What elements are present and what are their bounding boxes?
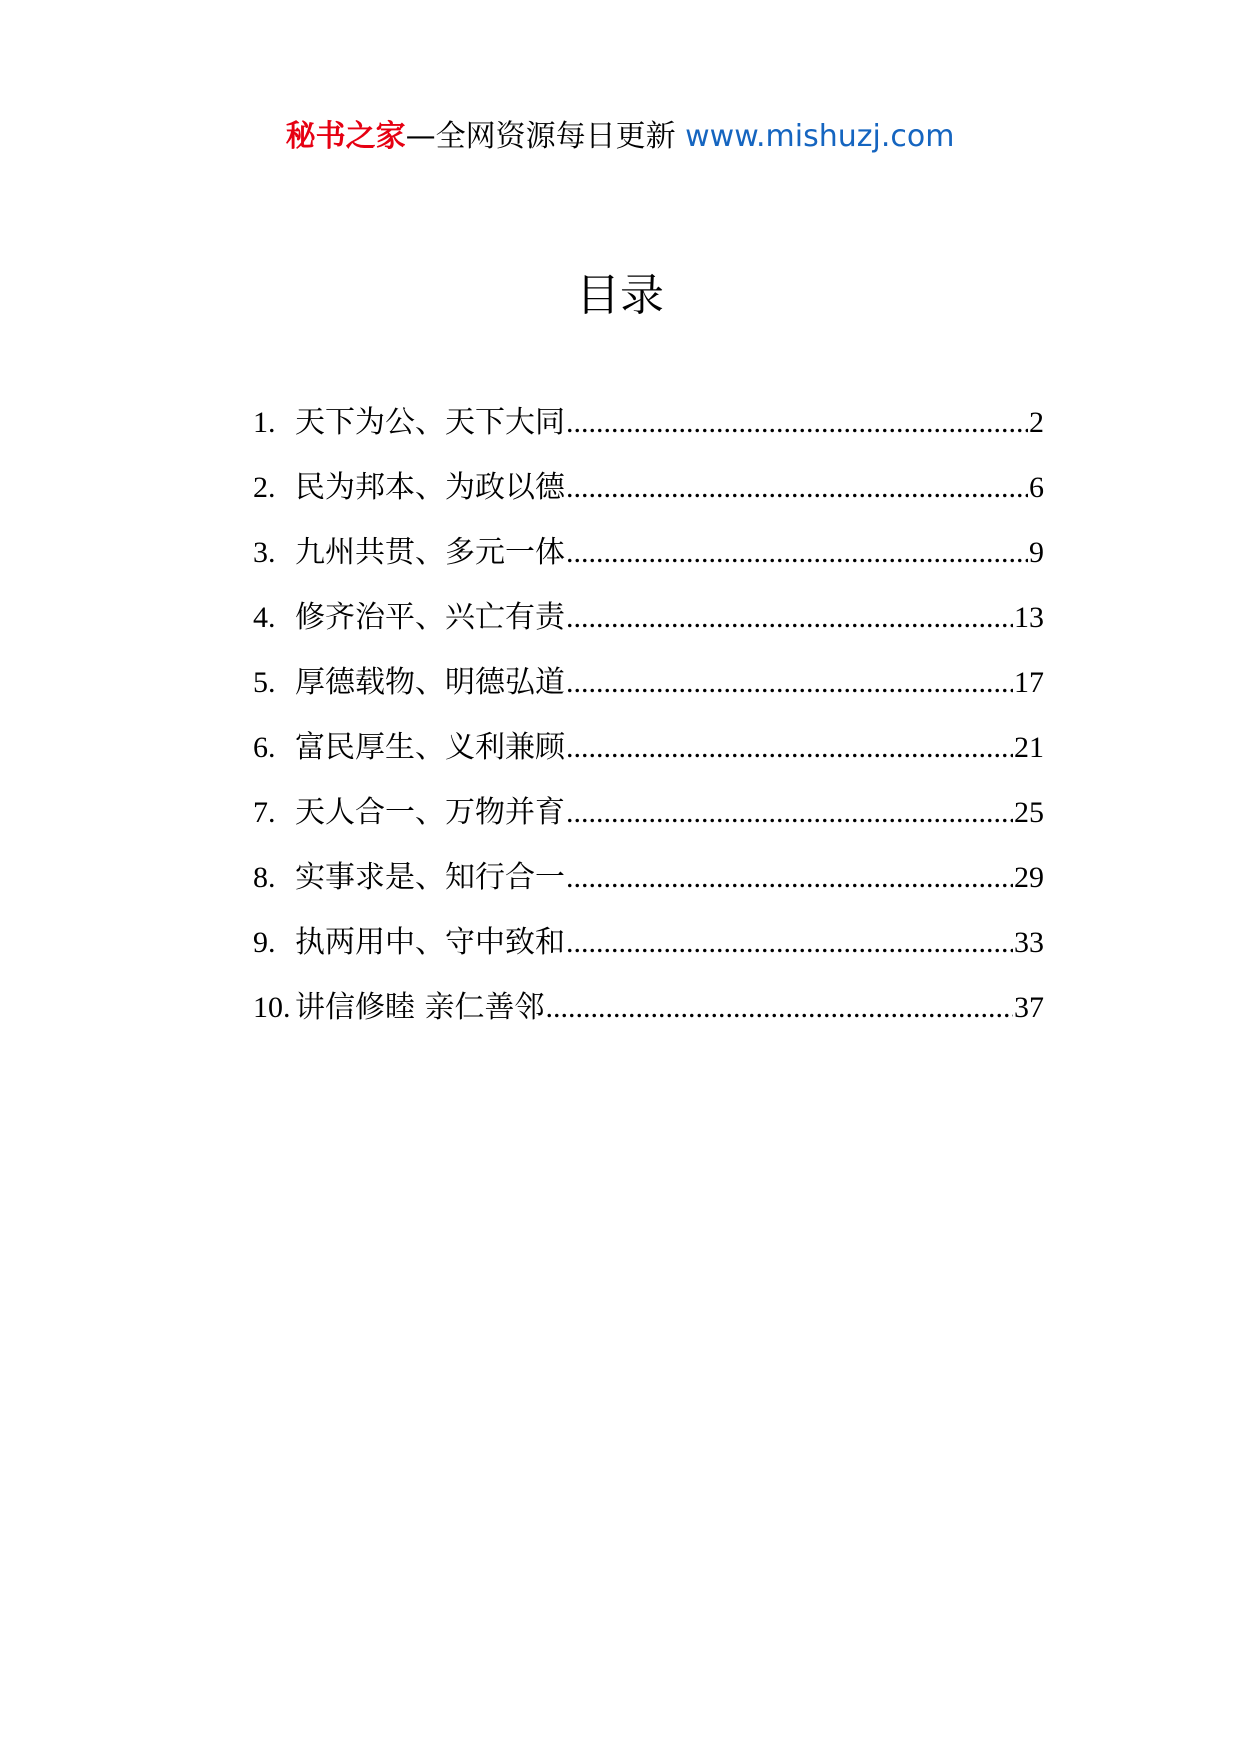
toc-entry-title: 民为邦本、为政以德 [295, 470, 565, 505]
toc-entry-page: 17 [1014, 666, 1044, 699]
header-url-link[interactable]: www.mishuzj.com [685, 119, 955, 154]
toc-entry-title: 讲信修睦 亲仁善邻 [295, 990, 545, 1025]
toc-entry-3[interactable] [253, 533, 1044, 598]
toc-entry-title: 富民厚生、义利兼顾 [295, 730, 565, 765]
toc-entry-number: 2. [253, 471, 276, 504]
toc-entry-page: 21 [1014, 731, 1044, 764]
toc-leader-dots [566, 468, 1028, 508]
toc-entry-number: 4. [253, 601, 276, 634]
toc-entry-page: 25 [1014, 796, 1044, 829]
toc-leader-dots [566, 403, 1028, 443]
toc-entry-1[interactable] [253, 403, 1044, 468]
toc-entry-page: 2 [1029, 406, 1044, 439]
toc-entry-number: 6. [253, 731, 276, 764]
toc-entry-7[interactable] [253, 793, 1044, 858]
toc-leader-dots [566, 533, 1028, 573]
toc-entry-page: 37 [1014, 991, 1044, 1024]
toc-entry-2[interactable] [253, 468, 1044, 533]
toc-entry-title: 九州共贯、多元一体 [295, 535, 565, 570]
page-title: 目录 [576, 270, 664, 321]
toc-entry-page: 9 [1029, 536, 1044, 569]
toc-entry-title: 厚德载物、明德弘道 [295, 665, 565, 700]
toc-entry-10[interactable] [253, 988, 1044, 1053]
table-of-contents [253, 403, 1044, 1053]
toc-entry-page: 6 [1029, 471, 1044, 504]
toc-entry-page: 29 [1014, 861, 1044, 894]
toc-leader-dots [566, 663, 1013, 703]
toc-entry-5[interactable] [253, 663, 1044, 728]
toc-entry-4[interactable] [253, 598, 1044, 663]
toc-entry-title: 实事求是、知行合一 [295, 860, 565, 895]
toc-entry-number: 9. [253, 926, 276, 959]
toc-leader-dots [566, 598, 1013, 638]
toc-entry-title: 修齐治平、兴亡有责 [295, 600, 565, 635]
toc-entry-page: 13 [1014, 601, 1044, 634]
toc-leader-dots [566, 793, 1013, 833]
page-header [0, 117, 1240, 157]
toc-entry-title: 天人合一、万物并育 [295, 795, 565, 830]
toc-entry-page: 33 [1014, 926, 1044, 959]
toc-entry-title: 执两用中、守中致和 [295, 925, 565, 960]
toc-leader-dots [566, 728, 1013, 768]
toc-entry-8[interactable] [253, 858, 1044, 923]
toc-entry-number: 5. [253, 666, 276, 699]
toc-leader-dots [566, 923, 1013, 963]
brand-name: 秘书之家 [285, 119, 406, 154]
toc-entry-title: 天下为公、天下大同 [295, 405, 565, 440]
header-slogan: —全网资源每日更新 [405, 119, 676, 154]
toc-entry-number: 3. [253, 536, 276, 569]
toc-entry-number: 8. [253, 861, 276, 894]
toc-leader-dots [566, 858, 1013, 898]
toc-entry-6[interactable] [253, 728, 1044, 793]
toc-entry-9[interactable] [253, 923, 1044, 988]
toc-entry-number: 10. [253, 991, 291, 1024]
toc-entry-number: 7. [253, 796, 276, 829]
toc-leader-dots [546, 988, 1013, 1028]
toc-entry-number: 1. [253, 406, 276, 439]
